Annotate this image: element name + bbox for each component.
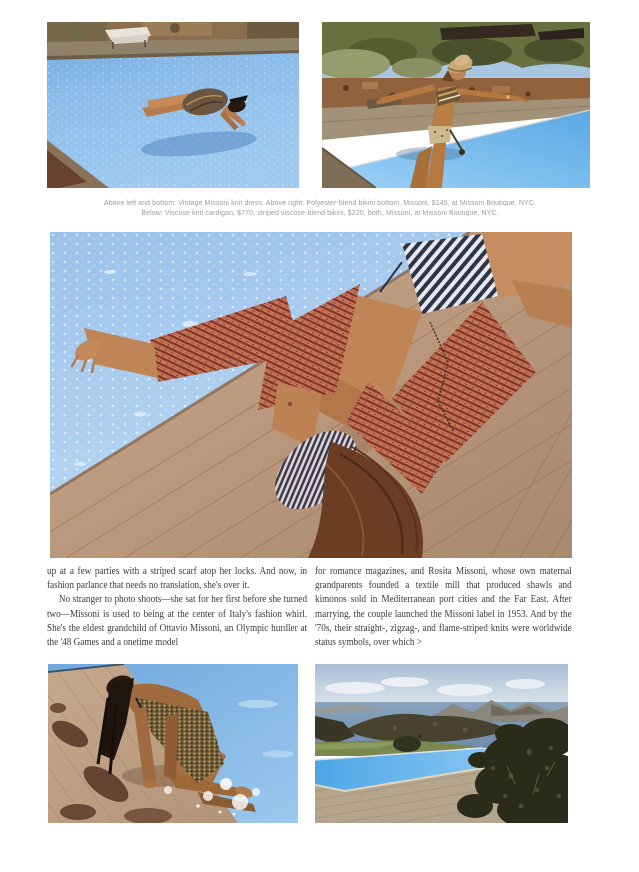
article-column-right [315,564,572,649]
article-paragraph: up at a few parties with a striped scarf atop her locks. And now, in fashion parlance that needs no translation, she's over it. [47,565,308,592]
caption-line-2: Below: Viscose knit cardigan, $770, striped viscose-blend bikini, $220; both, Missoni, at Missoni Boutique, NYC. [141,209,499,217]
caption-line-1: Above left and bottom: Vintage Missoni knit dress. Above right: Polyester-blend bikini bottom, Missoni, $145, at Missoni Boutique, NYC. [103,200,537,207]
photo-dive [47,22,299,188]
photo-dive-illustration [47,22,299,188]
article-paragraph: No stranger to photo shoots—she sat for her first before she turned two—Missoni is used to being at the center of Italy's fashion whirl. She's the eldest grandchild of Ottavio Missoni, an Olympic hurdler at the '48 Games and a onetime model [47,593,308,649]
photo-pool-landscape-illustration [315,664,568,823]
photo-pool-exit-illustration [48,664,298,823]
article-paragraph: for romance magazines, and Rosita Missoni, whose own maternal grandparents founded a textile mill that produced shawls and kimonos sold in Mediterranean port cities and the Far East. After marrying, the couple launched the Missoni label in 1953. And by the '70s, their straight-, zigzag-, and flame-striped knits were worldwide status symbols, over which > [315,565,572,649]
photo-caption [40,199,600,218]
photo-pool-exit [48,664,298,823]
article-column-left [47,564,307,649]
photo-lying-deck-illustration [50,232,572,558]
photo-lying-deck [50,232,572,558]
photo-bikini-pose-illustration [322,22,590,188]
photo-bikini-pose [322,22,590,188]
photo-pool-landscape [315,664,568,823]
